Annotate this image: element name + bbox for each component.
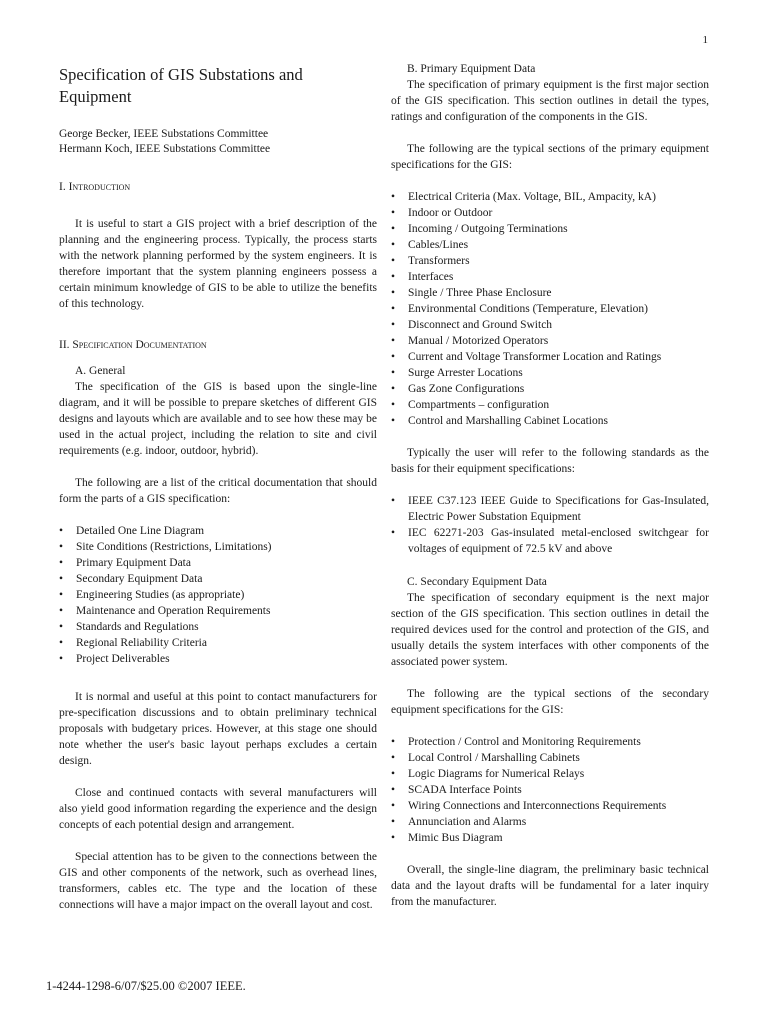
list-item: • IEC 62271-203 Gas-insulated metal-enclosed switchgear for voltages of equipment of 72.5 kV and above [391,525,709,557]
list-item: • Cables/Lines [391,237,709,253]
list-item: • Current and Voltage Transformer Location and Ratings [391,349,709,365]
subsection-heading-primary-equipment: B. Primary Equipment Data [407,63,536,75]
body-paragraph: It is normal and useful at this point to contact manufacturers for pre-specification discussions and to obtain preliminary technical proposals with budgetary prices. However, at this stage one should note whether the user's basic layout perhaps excludes a certain design. [59,691,377,767]
list-item: • Incoming / Outgoing Terminations [391,221,709,237]
body-paragraph: Close and continued contacts with several manufacturers will also yield good information regarding the experience and the design concepts of each potential design and arrangement. [59,787,377,831]
list-item: • Local Control / Marshalling Cabinets [391,750,709,766]
list-item: • IEEE C37.123 IEEE Guide to Specifications for Gas-Insulated, Electric Power Substation Equipment [391,493,709,525]
list-item: • Secondary Equipment Data [59,571,377,587]
body-paragraph: The following are a list of the critical documentation that should form the parts of a GIS specification: [59,477,377,505]
list-item: • Surge Arrester Locations [391,365,709,381]
body-paragraph: The specification of primary equipment is the first major section of the GIS specification. This section outlines in detail the types, ratings and configuration of the components in the GIS. [391,79,709,123]
subsection-heading-general: A. General [75,365,126,377]
documentation-list [59,523,377,667]
primary-equipment-list [391,189,709,429]
list-item: • Project Deliverables [59,651,377,667]
left-column [59,62,377,913]
list-item: • Environmental Conditions (Temperature, Elevation) [391,301,709,317]
list-item: • Electrical Criteria (Max. Voltage, BIL, Ampacity, kA) [391,189,709,205]
list-item: • Regional Reliability Criteria [59,635,377,651]
author-line: George Becker, IEEE Substations Committee [59,128,269,140]
list-item: • SCADA Interface Points [391,782,709,798]
list-item: • Logic Diagrams for Numerical Relays [391,766,709,782]
page-number: 1 [702,34,708,46]
list-item: • Control and Marshalling Cabinet Locations [391,413,709,429]
body-paragraph: Typically the user will refer to the following standards as the basis for their equipment specifications: [391,447,709,475]
list-item: • Detailed One Line Diagram [59,523,377,539]
list-item: • Transformers [391,253,709,269]
body-paragraph: The following are the typical sections of the secondary equipment specifications for the GIS: [391,688,709,716]
list-item: • Maintenance and Operation Requirements [59,603,377,619]
body-paragraph: Special attention has to be given to the connections between the GIS and other components of the network, such as overhead lines, transformers, cables etc. The type and the location of these connections will have a major impact on the overall layout and cost. [59,851,377,911]
section-heading-specification-documentation: II. Specification Documentation [59,339,207,351]
body-paragraph: The following are the typical sections of the primary equipment specifications for the GIS: [391,143,709,171]
list-item: • Wiring Connections and Interconnections Requirements [391,798,709,814]
list-item: • Site Conditions (Restrictions, Limitations) [59,539,377,555]
list-item: • Interfaces [391,269,709,285]
list-item: • Engineering Studies (as appropriate) [59,587,377,603]
subsection-heading-secondary-equipment: C. Secondary Equipment Data [407,576,547,588]
copyright-footer: 1-4244-1298-6/07/$25.00 ©2007 IEEE. [46,979,246,993]
author-line: Hermann Koch, IEEE Substations Committee [59,142,271,155]
list-item: • Protection / Control and Monitoring Requirements [391,734,709,750]
list-item: • Manual / Motorized Operators [391,333,709,349]
list-item: • Standards and Regulations [59,619,377,635]
standards-list [391,493,709,557]
body-paragraph: The specification of the GIS is based upon the single-line diagram, and it will be possible to prepare sketches of different GIS designs and layouts which are available and to see how these may be used in the actual project, including the relation to site and civil requirements (e.g. indoor, outdoor, hybrid). [59,381,377,457]
secondary-equipment-list [391,734,709,846]
list-item: • Compartments – configuration [391,397,709,413]
right-column [391,62,709,910]
paper-title: Specification of GIS Substations and Equipment [59,65,303,106]
body-paragraph: The specification of secondary equipment is the next major section of the GIS specification. This section outlines in detail the required devices used for the control and protection of the GIS, and usually details the system interfaces with other components of the associated power system. [391,592,709,668]
body-paragraph: Overall, the single-line diagram, the preliminary basic technical data and the layout drafts will be fundamental for a later inquiry from the manufacturer. [391,864,709,908]
list-item: • Annunciation and Alarms [391,814,709,830]
list-item: • Single / Three Phase Enclosure [391,285,709,301]
author-block [59,127,377,156]
list-item: • Indoor or Outdoor [391,205,709,221]
list-item: • Mimic Bus Diagram [391,830,709,846]
list-item: • Disconnect and Ground Switch [391,317,709,333]
section-heading-introduction: I. Introduction [59,181,131,193]
list-item: • Gas Zone Configurations [391,381,709,397]
list-item: • Primary Equipment Data [59,555,377,571]
introduction-paragraph: It is useful to start a GIS project with a brief description of the planning and the engineering process. Typically, the process starts with the network planning performed by the system engineers. It is therefore important that the system planning engineers possess a certain minimum knowledge of GIS to be able to utilize the benefits of this technology. [59,218,377,310]
